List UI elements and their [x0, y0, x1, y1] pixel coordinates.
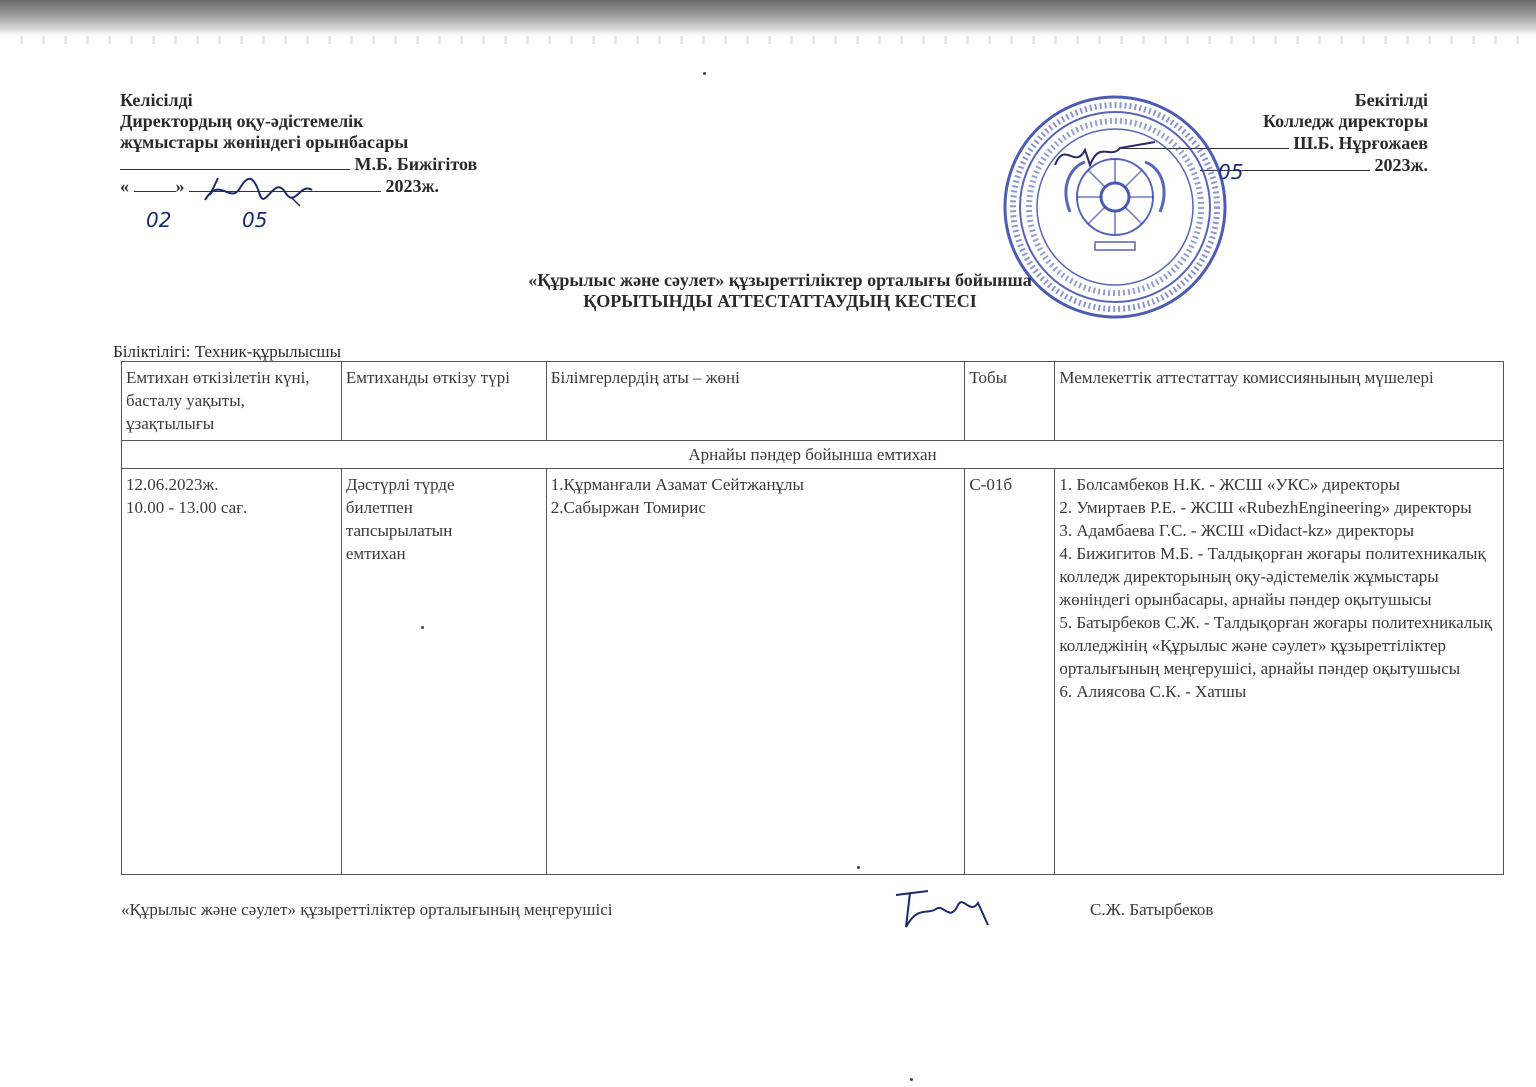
table-section-row — [122, 441, 1504, 469]
table-row — [122, 469, 1504, 875]
header-exam-type: Емтиханды өткізу түрі — [341, 362, 546, 441]
student-item: 1.Құрманғали Азамат Сейтжанұлы — [550, 475, 804, 494]
approved-name: Ш.Б. Нұрғожаев — [1293, 133, 1428, 153]
agreed-year: 2023ж. — [385, 176, 440, 196]
agreed-name: М.Б. Бижігітов — [354, 154, 478, 174]
header-commission: Мемлекеттік аттестаттау комиссиянының мүшелері — [1055, 362, 1504, 441]
approved-signature-icon — [1050, 130, 1160, 180]
signature-underline — [120, 153, 350, 170]
approved-year: 2023ж. — [1374, 155, 1428, 175]
scan-dot — [857, 866, 860, 869]
time-line: 10.00 - 13.00 сағ. — [126, 498, 248, 517]
approved-title: Бекітілді — [1354, 90, 1428, 110]
cell-group: С-01б — [965, 469, 1055, 875]
agreed-position-line1: Директордың оқу-әдістемелік — [120, 111, 364, 131]
cell-exam-type — [341, 469, 546, 875]
date-line: 12.06.2023ж. — [126, 475, 219, 494]
header-date: Емтихан өткізілетін күні, басталу уақыты, ұзақтылығы — [122, 362, 342, 441]
document-title — [300, 270, 1260, 312]
cell-students — [546, 469, 965, 875]
footer-signature-icon — [888, 885, 998, 935]
member-item: 1. Болсамбеков Н.К. - ЖСШ «УКС» директоры — [1059, 475, 1400, 494]
approved-position: Колледж директоры — [1262, 111, 1428, 131]
agreed-day-handwritten: 02 — [146, 208, 172, 232]
agreed-quote-close: » — [175, 176, 185, 196]
member-item: 6. Алиясова С.К. - Хатшы — [1059, 682, 1247, 701]
title-line1: «Құрылыс және сәулет» құзыреттіліктер орталығы бойынша — [528, 270, 1032, 290]
day-underline — [134, 175, 176, 192]
agreed-position-line2: жұмыстары жөніндегі орынбасары — [120, 132, 409, 152]
cell-date — [122, 469, 342, 875]
agreed-quote-open: « — [120, 176, 129, 196]
agreed-date-line — [120, 175, 540, 197]
section-title: Арнайы пәндер бойынша емтихан — [122, 441, 1504, 469]
footer-position: «Құрылыс және сәулет» құзыреттіліктер орталығының меңгерушісі — [121, 900, 613, 919]
member-item: 2. Умиртаев Р.Е. - ЖСШ «RubezhEngineering» директоры — [1059, 498, 1472, 517]
footer-name: С.Ж. Батырбеков — [1090, 900, 1214, 919]
member-item: 4. Бижигитов М.Б. - Талдықорған жоғары политехникалық колледж директорының оқу-әдістемелік жұмыстары жөніндегі орынбасары, арнайы пәндер оқытушысы — [1059, 544, 1486, 609]
exam-type: Дәстүрлі түрде билетпен тапсырылатын емтихан — [345, 475, 455, 563]
member-item: 3. Адамбаева Г.С. - ЖСШ «Didact-kz» директоры — [1059, 521, 1415, 540]
agreed-signature-icon — [200, 170, 320, 210]
scan-dot — [421, 626, 424, 629]
agreed-title: Келісілді — [120, 90, 193, 110]
student-item: 2.Сабыржан Томирис — [550, 498, 706, 517]
scan-noise — [20, 36, 1520, 44]
approved-month-handwritten: 05 — [1218, 160, 1244, 184]
agreed-signature-line — [120, 153, 540, 175]
header-students: Білімгерлердің аты – жөні — [546, 362, 965, 441]
attestation-schedule-table — [121, 361, 1504, 875]
agreed-month-handwritten: 05 — [242, 208, 268, 232]
cell-commission — [1055, 469, 1504, 875]
member-item: 5. Батырбеков С.Ж. - Талдықорған жоғары политехникалық колледжінің «Құрылыс және сәулет» құзыреттіліктер орталығының меңгерушісі, арнайы пәндер оқытушысы — [1059, 613, 1493, 678]
qualification-label: Біліктілігі: Техник-құрылысшы — [113, 342, 342, 361]
title-line2: ҚОРЫТЫНДЫ АТТЕСТАТТАУДЫҢ КЕСТЕСІ — [583, 291, 977, 311]
header-group: Тобы — [965, 362, 1055, 441]
scan-shadow-edge — [0, 0, 1536, 36]
agreed-block — [120, 90, 540, 197]
scan-dot — [703, 72, 706, 75]
scan-dot — [910, 1078, 913, 1081]
table-header-row — [122, 362, 1504, 441]
